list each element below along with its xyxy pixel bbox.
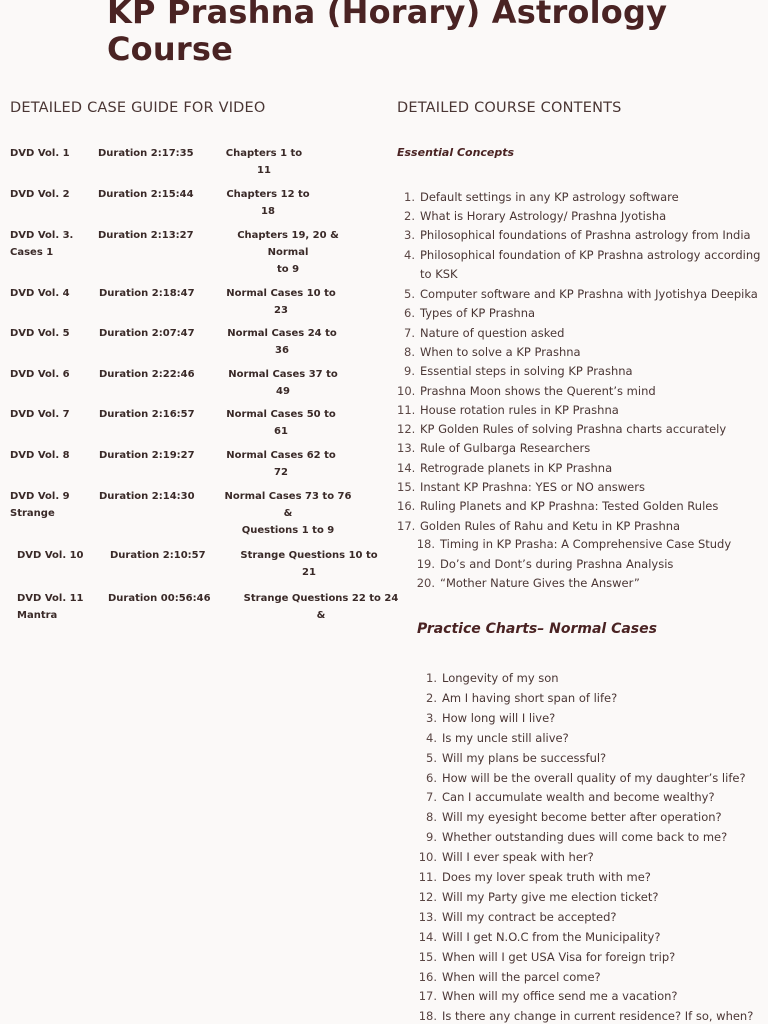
list-item <box>397 343 581 362</box>
dvd-volume: DVD Vol. 10 <box>17 550 84 561</box>
dvd-chapters: Normal Cases 73 to 76 & Questions 1 to 9 <box>224 491 352 536</box>
list-item <box>397 574 640 593</box>
list-text: Prashna Moon shows the Querent’s mind <box>420 384 656 398</box>
list-number: 9. <box>404 364 415 378</box>
list-text: Is my uncle still alive? <box>442 731 569 745</box>
dvd-chapters: Chapters 1 to 11 <box>225 148 303 176</box>
dvd-volume: DVD Vol. 5 <box>10 328 70 339</box>
list-number: 4. <box>404 248 415 262</box>
list-number: 9. <box>426 830 437 844</box>
list-text: Does my lover speak truth with me? <box>442 870 651 884</box>
list-text: KP Golden Rules of solving Prashna charts accurately <box>420 422 727 436</box>
list-number: 2. <box>426 691 437 705</box>
list-item <box>397 535 731 554</box>
list-number: 16. <box>397 499 416 513</box>
essential-concepts-heading: Essential Concepts <box>397 146 515 159</box>
list-text: Will my eyesight become better after operation? <box>442 810 722 824</box>
list-item <box>416 669 559 688</box>
page-title: KP Prashna (Horary) Astrology Course <box>107 0 668 68</box>
dvd-chapters: Chapters 12 to 18 <box>226 189 310 217</box>
dvd-duration: Duration 2:07:47 <box>99 328 195 339</box>
course-contents-heading: DETAILED COURSE CONTENTS <box>397 100 622 116</box>
list-item <box>416 968 601 987</box>
list-number: 15. <box>418 950 437 964</box>
dvd-volume: DVD Vol. 4 <box>10 288 70 299</box>
list-item <box>416 888 658 907</box>
list-text: Will my plans be successful? <box>442 751 607 765</box>
list-number: 16. <box>418 970 437 984</box>
dvd-chapters: Normal Cases 24 to 36 <box>227 328 337 356</box>
list-item <box>397 555 673 574</box>
list-number: 1. <box>404 190 415 204</box>
dvd-chapters: Normal Cases 10 to 23 <box>226 288 336 316</box>
dvd-chapters: Normal Cases 50 to 61 <box>226 409 336 437</box>
dvd-duration: Duration 2:13:27 <box>98 230 194 241</box>
list-number: 19. <box>416 557 435 571</box>
dvd-volume: DVD Vol. 3. Cases 1 <box>10 230 74 258</box>
list-item <box>416 908 617 927</box>
dvd-duration: Duration 2:19:27 <box>99 450 195 461</box>
dvd-duration: Duration 2:15:44 <box>98 189 194 200</box>
list-number: 18. <box>418 1009 437 1023</box>
list-text: Whether outstanding dues will come back to me? <box>442 830 728 844</box>
dvd-chapters: Normal Cases 62 to 72 <box>226 450 336 478</box>
list-text: Rule of Gulbarga Researchers <box>420 441 591 455</box>
list-item <box>416 828 727 847</box>
list-text: Will I ever speak with her? <box>442 850 594 864</box>
list-text: Can I accumulate wealth and become wealthy? <box>442 790 715 804</box>
list-item <box>416 769 746 788</box>
list-text: Computer software and KP Prashna with Jyotishya Deepika <box>420 287 758 301</box>
list-number: 3. <box>404 228 415 242</box>
list-text: Will my Party give me election ticket? <box>442 890 659 904</box>
list-number: 7. <box>404 326 415 340</box>
dvd-chapters: Chapters 19, 20 & Normal to 9 <box>237 230 339 275</box>
list-number: 12. <box>397 422 416 436</box>
list-item <box>397 459 612 478</box>
dvd-chapters: Normal Cases 37 to 49 <box>228 369 338 397</box>
list-text: House rotation rules in KP Prashna <box>420 403 619 417</box>
dvd-duration: Duration 2:14:30 <box>99 491 195 502</box>
list-number: 8. <box>426 810 437 824</box>
list-item <box>397 304 535 323</box>
list-item <box>416 729 569 748</box>
list-number: 14. <box>418 930 437 944</box>
list-text: Golden Rules of Rahu and Ketu in KP Prashna <box>420 519 681 533</box>
list-text: Retrograde planets in KP Prashna <box>420 461 613 475</box>
list-item <box>397 478 645 497</box>
list-item <box>397 401 619 420</box>
list-text: Instant KP Prashna: YES or NO answers <box>420 480 645 494</box>
list-item <box>397 246 767 284</box>
list-text: Timing in KP Prasha: A Comprehensive Case Study <box>440 537 732 551</box>
list-item <box>397 285 758 304</box>
case-guide-heading: DETAILED CASE GUIDE FOR VIDEO <box>10 100 266 116</box>
list-number: 1. <box>426 671 437 685</box>
list-number: 7. <box>426 790 437 804</box>
dvd-volume: DVD Vol. 6 <box>10 369 70 380</box>
list-number: 13. <box>418 910 437 924</box>
list-number: 8. <box>404 345 415 359</box>
list-text: When to solve a KP Prashna <box>420 345 581 359</box>
list-item <box>397 324 564 343</box>
list-text: “Mother Nature Gives the Answer” <box>440 576 640 590</box>
list-text: Longevity of my son <box>442 671 559 685</box>
list-number: 17. <box>397 519 416 533</box>
list-text: Philosophical foundation of KP Prashna astrology according to KSK <box>420 248 761 281</box>
list-text: Essential steps in solving KP Prashna <box>420 364 633 378</box>
list-text: Nature of question asked <box>420 326 565 340</box>
list-item <box>397 420 726 439</box>
list-text: How will be the overall quality of my daughter’s life? <box>442 771 746 785</box>
list-number: 12. <box>418 890 437 904</box>
dvd-duration: Duration 2:16:57 <box>99 409 195 420</box>
list-text: Will my contract be accepted? <box>442 910 617 924</box>
list-number: 3. <box>426 711 437 725</box>
list-item <box>397 382 656 401</box>
list-number: 13. <box>397 441 416 455</box>
practice-charts-heading: Practice Charts– Normal Cases <box>417 621 657 637</box>
list-item <box>416 689 617 708</box>
dvd-volume: DVD Vol. 8 <box>10 450 70 461</box>
dvd-volume: DVD Vol. 11 Mantra <box>17 593 84 621</box>
list-item <box>416 1007 753 1024</box>
list-item <box>397 188 679 207</box>
list-text: Do’s and Dont’s during Prashna Analysis <box>440 557 674 571</box>
list-item <box>397 207 666 226</box>
dvd-volume: DVD Vol. 2 <box>10 189 70 200</box>
dvd-duration: Duration 2:17:35 <box>98 148 194 159</box>
list-number: 6. <box>426 771 437 785</box>
list-item <box>416 709 555 728</box>
list-number: 11. <box>397 403 416 417</box>
list-item <box>416 948 675 967</box>
list-text: When will I get USA Visa for foreign trip? <box>442 950 676 964</box>
dvd-duration: Duration 00:56:46 <box>108 593 211 604</box>
list-text: Philosophical foundations of Prashna astrology from India <box>420 228 751 242</box>
list-number: 18. <box>416 537 435 551</box>
dvd-chapters: Strange Questions 22 to 24 & <box>243 593 399 621</box>
dvd-duration: Duration 2:22:46 <box>99 369 195 380</box>
list-number: 10. <box>397 384 416 398</box>
list-item <box>397 226 751 245</box>
list-number: 20. <box>416 576 435 590</box>
list-item <box>416 808 722 827</box>
list-text: Will I get N.O.C from the Municipality? <box>442 930 661 944</box>
list-item <box>416 749 606 768</box>
dvd-duration: Duration 2:18:47 <box>99 288 195 299</box>
list-number: 2. <box>404 209 415 223</box>
list-text: Am I having short span of life? <box>442 691 618 705</box>
list-number: 6. <box>404 306 415 320</box>
list-item <box>416 928 660 947</box>
dvd-volume: DVD Vol. 7 <box>10 409 70 420</box>
list-text: When will my office send me a vacation? <box>442 989 678 1003</box>
list-text: Types of KP Prashna <box>420 306 536 320</box>
list-item <box>416 788 715 807</box>
list-text: Default settings in any KP astrology software <box>420 190 679 204</box>
list-number: 17. <box>418 989 437 1003</box>
list-item <box>397 497 718 516</box>
dvd-volume: DVD Vol. 9 Strange <box>10 491 70 519</box>
list-text: Ruling Planets and KP Prashna: Tested Golden Rules <box>420 499 719 513</box>
dvd-duration: Duration 2:10:57 <box>110 550 206 561</box>
dvd-chapters: Strange Questions 10 to 21 <box>240 550 378 578</box>
list-item <box>416 848 594 867</box>
list-number: 14. <box>397 461 416 475</box>
list-text: How long will I live? <box>442 711 556 725</box>
list-number: 5. <box>404 287 415 301</box>
list-number: 10. <box>418 850 437 864</box>
list-text: Is there any change in current residence? If so, when? <box>442 1009 754 1023</box>
list-item <box>397 517 680 536</box>
list-item <box>397 362 633 381</box>
list-number: 4. <box>426 731 437 745</box>
list-number: 15. <box>397 480 416 494</box>
dvd-volume: DVD Vol. 1 <box>10 148 70 159</box>
list-item <box>416 868 651 887</box>
list-item <box>416 987 678 1006</box>
list-text: What is Horary Astrology/ Prashna Jyotisha <box>420 209 667 223</box>
list-item <box>397 439 590 458</box>
list-text: When will the parcel come? <box>442 970 601 984</box>
list-number: 5. <box>426 751 437 765</box>
list-number: 11. <box>418 870 437 884</box>
